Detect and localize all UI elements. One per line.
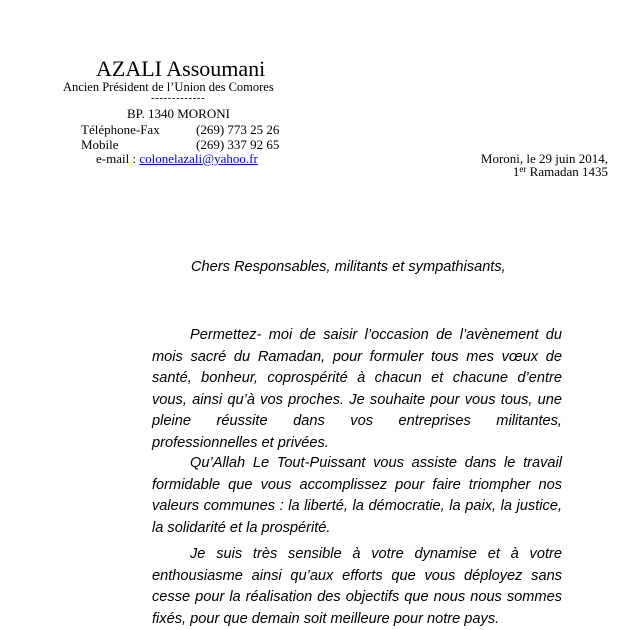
paragraph-3: Je suis très sensible à votre dynamise et à votre enthousiasme ainsi qu’aux efforts que vous déployez sans cesse pour la réalisation des objectifs que nous nous sommes fixés, pour que demain soit meilleure pour notre pays.: [152, 546, 562, 627]
ramadan-month-year: Ramadan 1435: [526, 164, 608, 179]
ramadan-day: 1: [512, 164, 520, 179]
sender-name: AZALI Assoumani: [96, 56, 266, 81]
date-line: Moroni, le 29 juin 2014,: [480, 151, 608, 166]
email-link[interactable]: colonelazali@yahoo.fr: [139, 151, 258, 166]
phone-fax-label: Téléphone-Fax: [81, 122, 160, 137]
mobile-label: Mobile: [81, 137, 119, 152]
email-row: [96, 151, 258, 167]
paragraph-1: Permettez- moi de saisir l’occasion de l’avènement du mois sacré du Ramadan, pour formuler tous mes vœux de santé, bonheur, coprospérité à chacun et chacune d’entre vous, ainsi qu’à vos proches. Je souhaite pour vous tous, une pleine réussite dans vos entreprises militantes, professionnelles et privées.: [152, 327, 562, 451]
paragraph-2: Qu’Allah Le Tout-Puissant vous assiste dans le travail formidable que vous accomplissez pour faire triompher nos valeurs communes : la liberté, la démocratie, la paix, la justice, la solidarité et la prospérité.: [152, 455, 562, 536]
ramadan-date: [513, 164, 608, 180]
salutation: Chers Responsables, militants et sympathisants,: [191, 259, 506, 275]
ramadan-ordinal: er: [519, 164, 527, 174]
sender-title: Ancien Président de l’Union des Comores: [63, 80, 274, 94]
separator-line: -------------: [151, 92, 206, 104]
phone-fax-value: (269) 773 25 26: [196, 122, 280, 137]
sender-address: BP. 1340 MORONI: [127, 106, 230, 121]
email-label: e-mail :: [96, 151, 137, 166]
mobile-value: (269) 337 92 65: [196, 137, 280, 152]
